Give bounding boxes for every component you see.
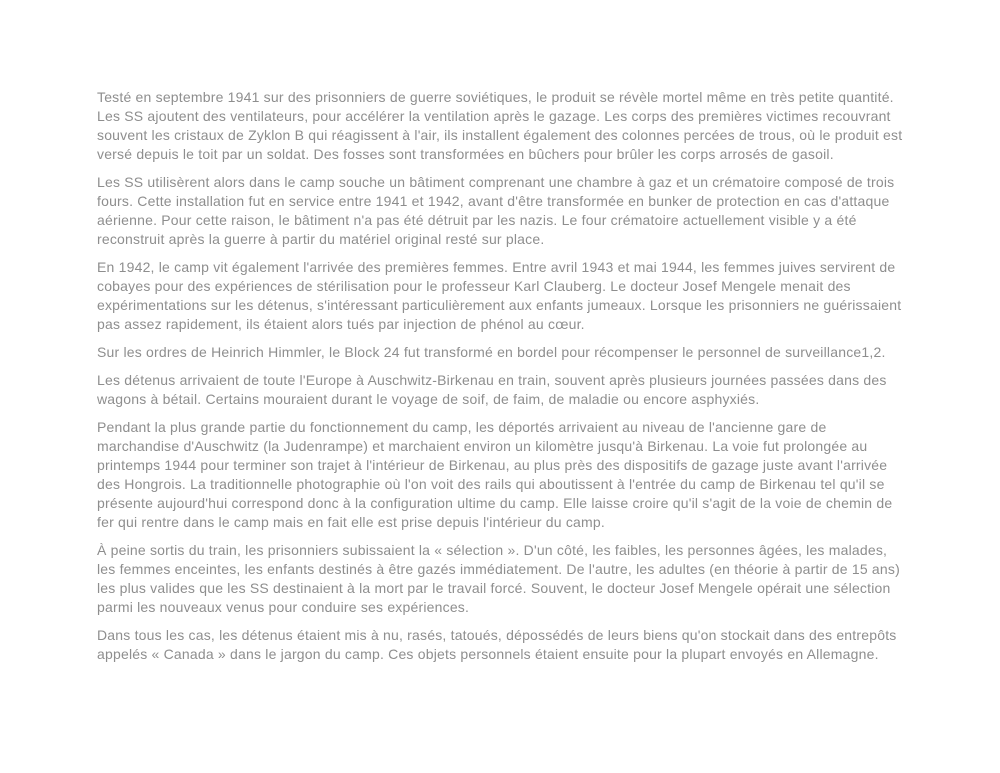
paragraph-selection: À peine sortis du train, les prisonniers subissaient la « sélection ». D'un côté, les faibles, les personnes âgées, les malades, les femmes enceintes, les enfants destinés à être gazés immédiatement. De l'autre, les adultes (en théorie à partir de 15 ans) les plus valides que les SS destinaient à la mort par le travail forcé. Souvent, le docteur Josef Mengele opérait une sélection parmi les nouveaux venus pour conduire ses expériences. (97, 542, 900, 615)
paragraph-canada-warehouses: Dans tous les cas, les détenus étaient mis à nu, rasés, tatoués, dépossédés de leurs biens qu'on stockait dans des entrepôts appelés « Canada » dans le jargon du camp. Ces objets personnels étaient ensuite pour la plupart envoyés en Allemagne. (97, 627, 897, 662)
paragraph-train-arrival: Les détenus arrivaient de toute l'Europe à Auschwitz-Birkenau en train, souvent après plusieurs journées passées dans des wagons à bétail. Certains mouraient durant le voyage de soif, de faim, de maladie ou encore asphyxiés. (97, 372, 887, 407)
paragraph-crematorium-building: Les SS utilisèrent alors dans le camp souche un bâtiment comprenant une chambre à gaz et un crématoire composé de trois fours. Cette installation fut en service entre 1941 et 1942, avant d'être transformée en bunker de protection en cas d'attaque aérienne. Pour cette raison, le bâtiment n'a pas été détruit par les nazis. Le four crématoire actuellement visible y a été reconstruit après la guerre à partir du matériel original resté sur place. (97, 174, 895, 247)
text-content (97, 88, 904, 673)
paragraph-zyklon-testing: Testé en septembre 1941 sur des prisonniers de guerre soviétiques, le produit se révèle mortel même en très petite quantité. Les SS ajoutent des ventilateurs, pour accélérer la ventilation après le gazage. Les corps des premières victimes recouvrant souvent les cristaux de Zyklon B qui réagissent à l'air, ils installent également des colonnes percées de trous, où le produit est versé depuis le toit par un soldat. Des fosses sont transformées en bûchers pour brûler les corps arrosés de gasoil. (97, 89, 903, 162)
paragraph-judenrampe: Pendant la plus grande partie du fonctionnement du camp, les déportés arrivaient au niveau de l'ancienne gare de marchandise d'Auschwitz (la Judenrampe) et marchaient environ un kilomètre jusqu'à Birkenau. La voie fut prolongée au printemps 1944 pour terminer son trajet à l'intérieur de Birkenau, au plus près des dispositifs de gazage juste avant l'arrivée des Hongrois. La traditionnelle photographie où l'on voit des rails qui aboutissent à l'entrée du camp de Birkenau tel qu'il se présente aujourd'hui correspond donc à la configuration ultime du camp. Elle laisse croire qu'il s'agit de la voie de chemin de fer qui rentre dans le camp mais en fait elle est prise depuis l'intérieur du camp. (97, 419, 893, 530)
paragraph-block-24: Sur les ordres de Heinrich Himmler, le Block 24 fut transformé en bordel pour récompenser le personnel de surveillance1,2. (97, 344, 886, 360)
paragraph-women-experiments: En 1942, le camp vit également l'arrivée des premières femmes. Entre avril 1943 et mai 1944, les femmes juives servirent de cobayes pour des expériences de stérilisation pour le professeur Karl Clauberg. Le docteur Josef Mengele menait des expérimentations sur les détenus, s'intéressant particulièrement aux enfants jumeaux. Lorsque les prisonniers ne guérissaient pas assez rapidement, ils étaient alors tués par injection de phénol au cœur. (97, 259, 902, 332)
